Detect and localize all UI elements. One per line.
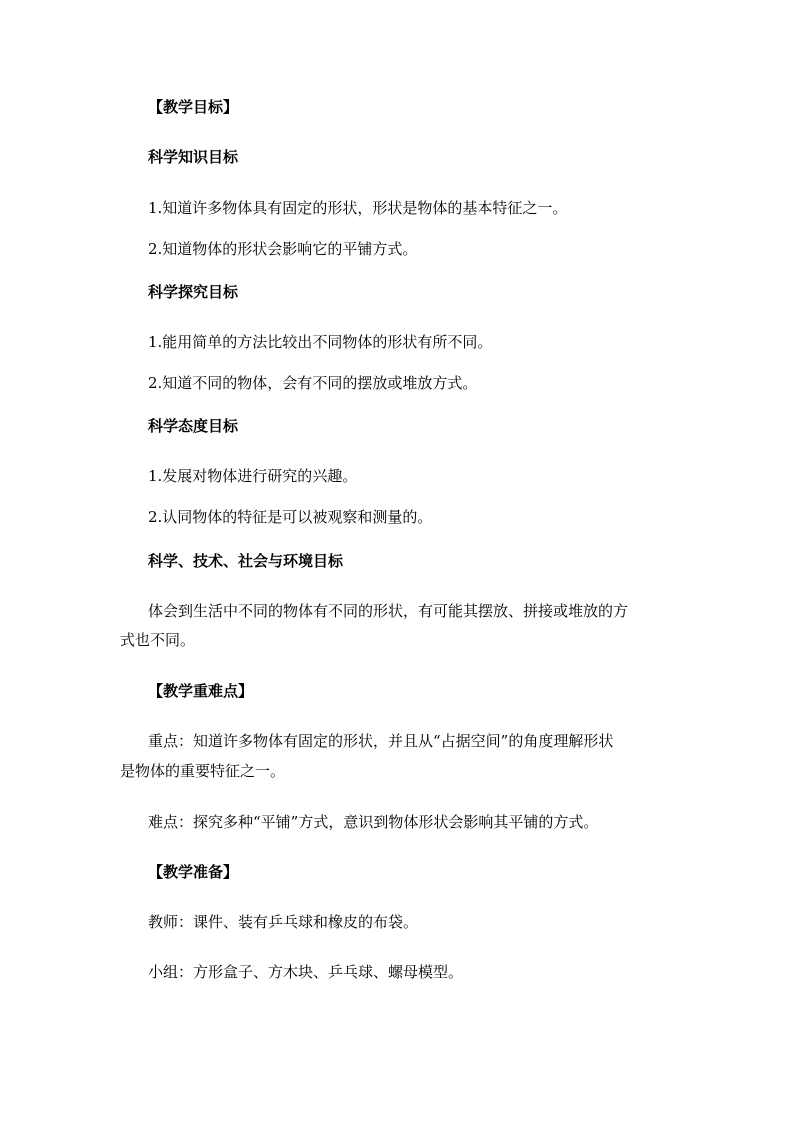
key-point-line-1: 重点：知道许多物体有固定的形状，并且从“占据空间”的角度理解形状 bbox=[148, 732, 614, 750]
inquiry-item-2: 2.知道不同的物体，会有不同的摆放或堆放方式。 bbox=[148, 374, 478, 392]
knowledge-item-2: 2.知道物体的形状会影响它的平铺方式。 bbox=[148, 240, 418, 258]
stse-paragraph-line-2: 式也不同。 bbox=[120, 631, 196, 649]
group-preparation: 小组：方形盒子、方木块、乒乓球、螺母模型。 bbox=[148, 963, 464, 981]
attitude-item-1: 1.发展对物体进行研究的兴趣。 bbox=[148, 467, 358, 485]
stse-paragraph-line-1: 体会到生活中不同的物体有不同的形状，有可能其摆放、拼接或堆放的方 bbox=[148, 602, 629, 620]
knowledge-item-1: 1.知道许多物体具有固定的形状，形状是物体的基本特征之一。 bbox=[148, 199, 568, 217]
teaching-preparation-heading: 【教学准备】 bbox=[148, 863, 239, 881]
key-point-line-2: 是物体的重要特征之一。 bbox=[120, 762, 286, 780]
difficult-point: 难点：探究多种“平铺”方式，意识到物体形状会影响其平铺的方式。 bbox=[148, 813, 599, 831]
science-inquiry-heading: 科学探究目标 bbox=[148, 283, 239, 301]
inquiry-item-1: 1.能用简单的方法比较出不同物体的形状有所不同。 bbox=[148, 333, 493, 351]
key-difficult-points-heading: 【教学重难点】 bbox=[148, 682, 254, 700]
science-knowledge-heading: 科学知识目标 bbox=[148, 148, 239, 166]
attitude-item-2: 2.认同物体的特征是可以被观察和测量的。 bbox=[148, 508, 433, 526]
science-attitude-heading: 科学态度目标 bbox=[148, 417, 239, 435]
stse-heading: 科学、技术、社会与环境目标 bbox=[148, 552, 344, 570]
teaching-objectives-heading: 【教学目标】 bbox=[148, 98, 239, 116]
teacher-preparation: 教师：课件、装有乒乓球和橡皮的布袋。 bbox=[148, 913, 419, 931]
